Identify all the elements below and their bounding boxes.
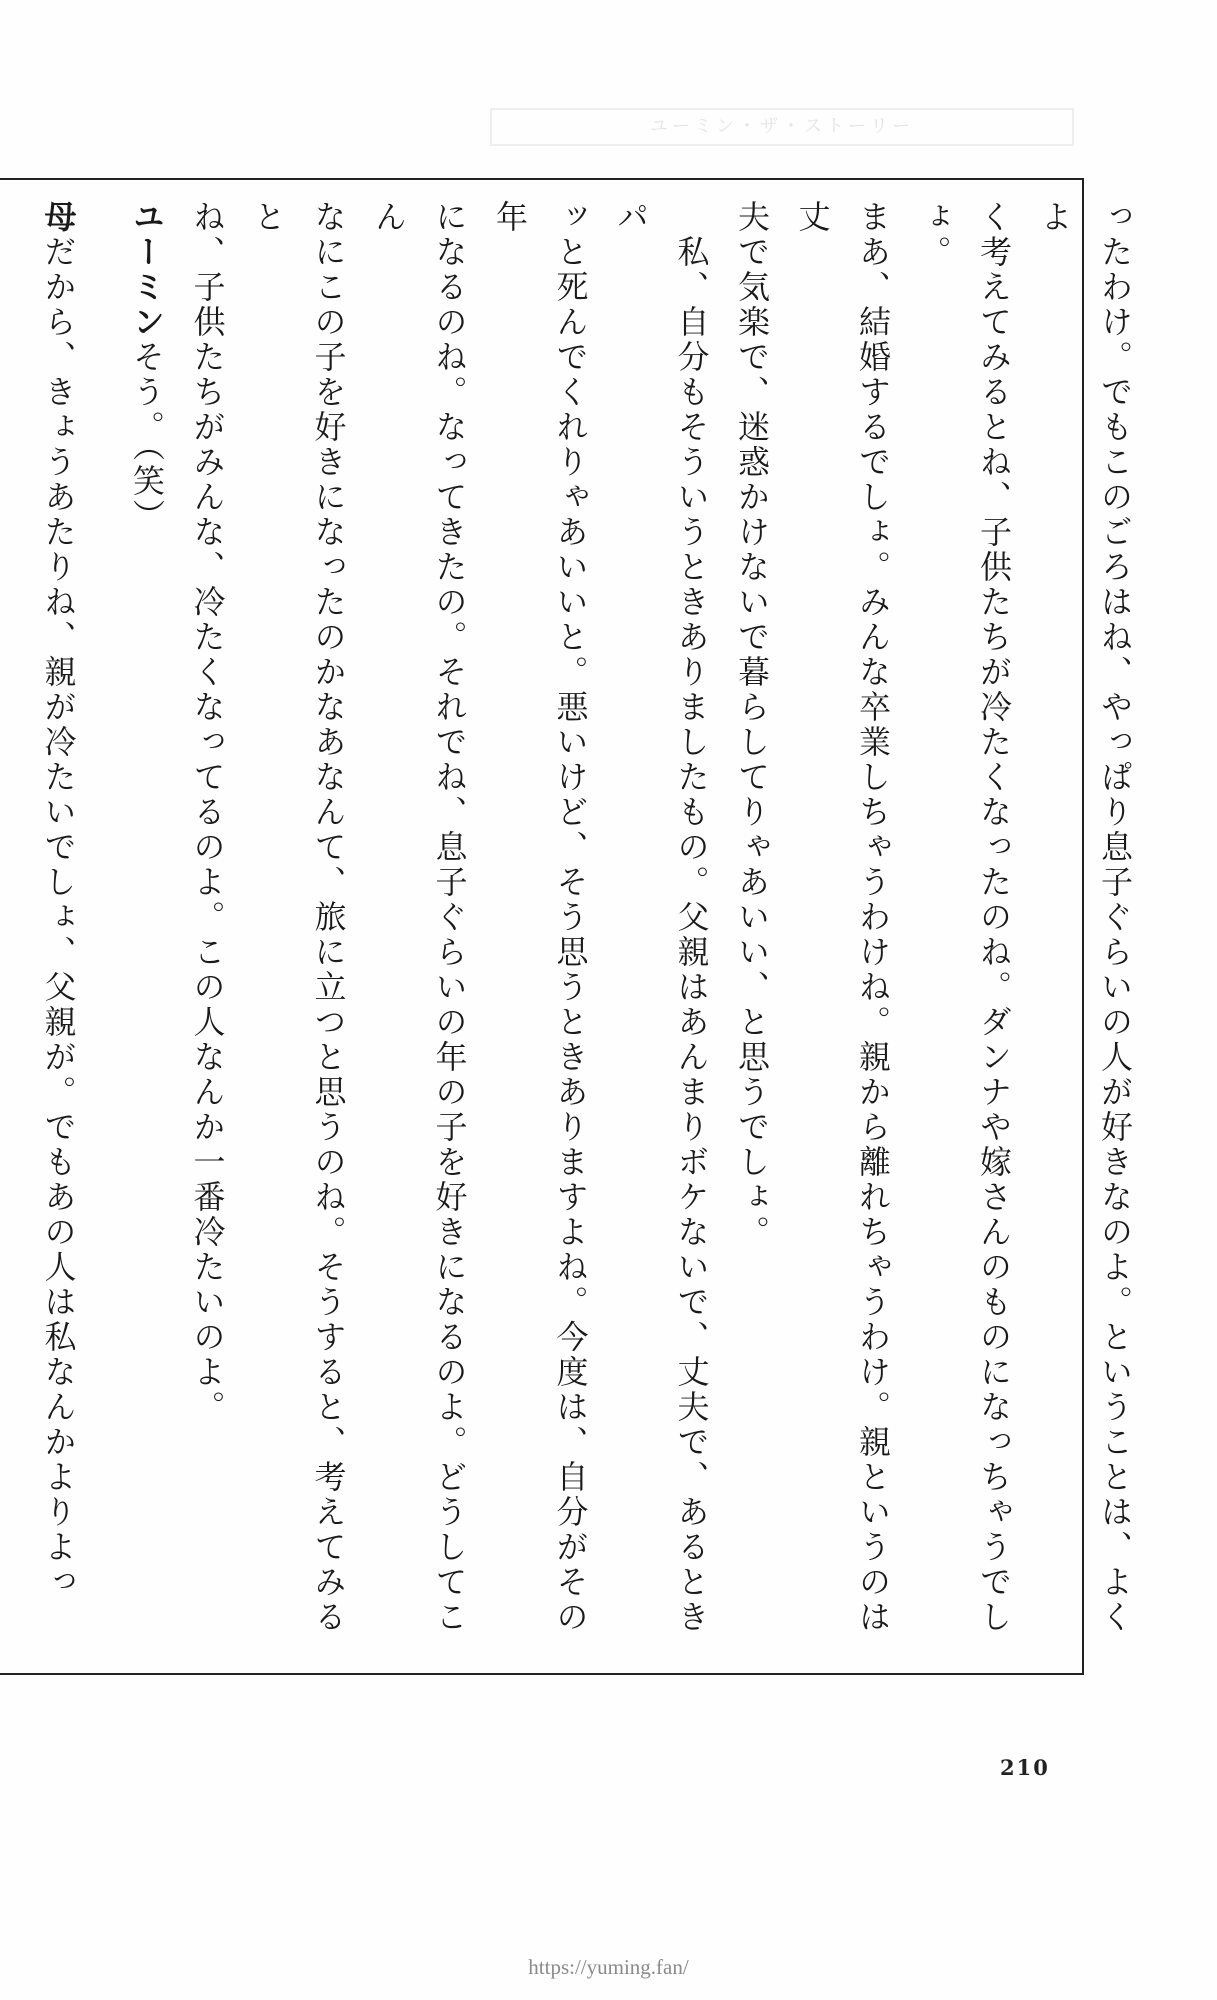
dialogue-line — [89, 200, 178, 1655]
body-line: く考えてみるとね、子供たちが冷たくなったのね。ダンナや嫁さんのものになっちゃうでしょ。 — [914, 200, 1013, 1635]
body-line: 夫で気楽で、迷惑かけないで暮らしてりゃあいい、と思うでしょ。 — [733, 200, 771, 1250]
body-line: ね、子供たちがみんな、冷たくなってるのよ。この人なんか一番冷たいのよ。 — [188, 200, 227, 1425]
body-line: まあ、結婚するでしょ。みんな卒業しちゃうわけね。親から離れちゃうわけ。親というのは丈 — [793, 200, 892, 1635]
bleed-through-header: ユーミン・ザ・ストーリー — [490, 108, 1074, 146]
speaker-name: ユーミン — [128, 200, 166, 340]
watermark-url: https://yuming.fan/ — [528, 1955, 689, 1979]
body-line: になるのね。なってきたの。それでね、息子ぐらいの年の子を好きになるのよ。どうしてこん — [370, 200, 469, 1635]
body-line: ったわけ。でもこのごろはね、やっぱり息子ぐらいの人が好きなのよ。ということは、よくよ — [1035, 200, 1134, 1635]
page-number: 210 — [1000, 1755, 1050, 1780]
dialogue-text: だから、きょうあたりね、親が冷たいでしょ、父親が。でもあの人は私なんかよりよっ — [39, 235, 78, 1600]
speaker-name: 母 — [39, 200, 78, 235]
dialogue-line — [0, 200, 89, 1655]
vertical-text-body — [0, 200, 1145, 1655]
body-line: ッと死んでくれりゃあいいと。悪いけど、そう思うときありますよね。今度は、自分がその年 — [491, 200, 590, 1635]
dialogue-text: そう。（笑） — [128, 340, 166, 534]
body-line: 私、自分もそういうときありましたもの。父親はあんまりボケないで、丈夫で、あるときパ — [612, 200, 711, 1635]
body-line: なにこの子を好きになったのかなあなんて、旅に立つと思うのね。そうすると、考えてみると — [249, 200, 348, 1635]
